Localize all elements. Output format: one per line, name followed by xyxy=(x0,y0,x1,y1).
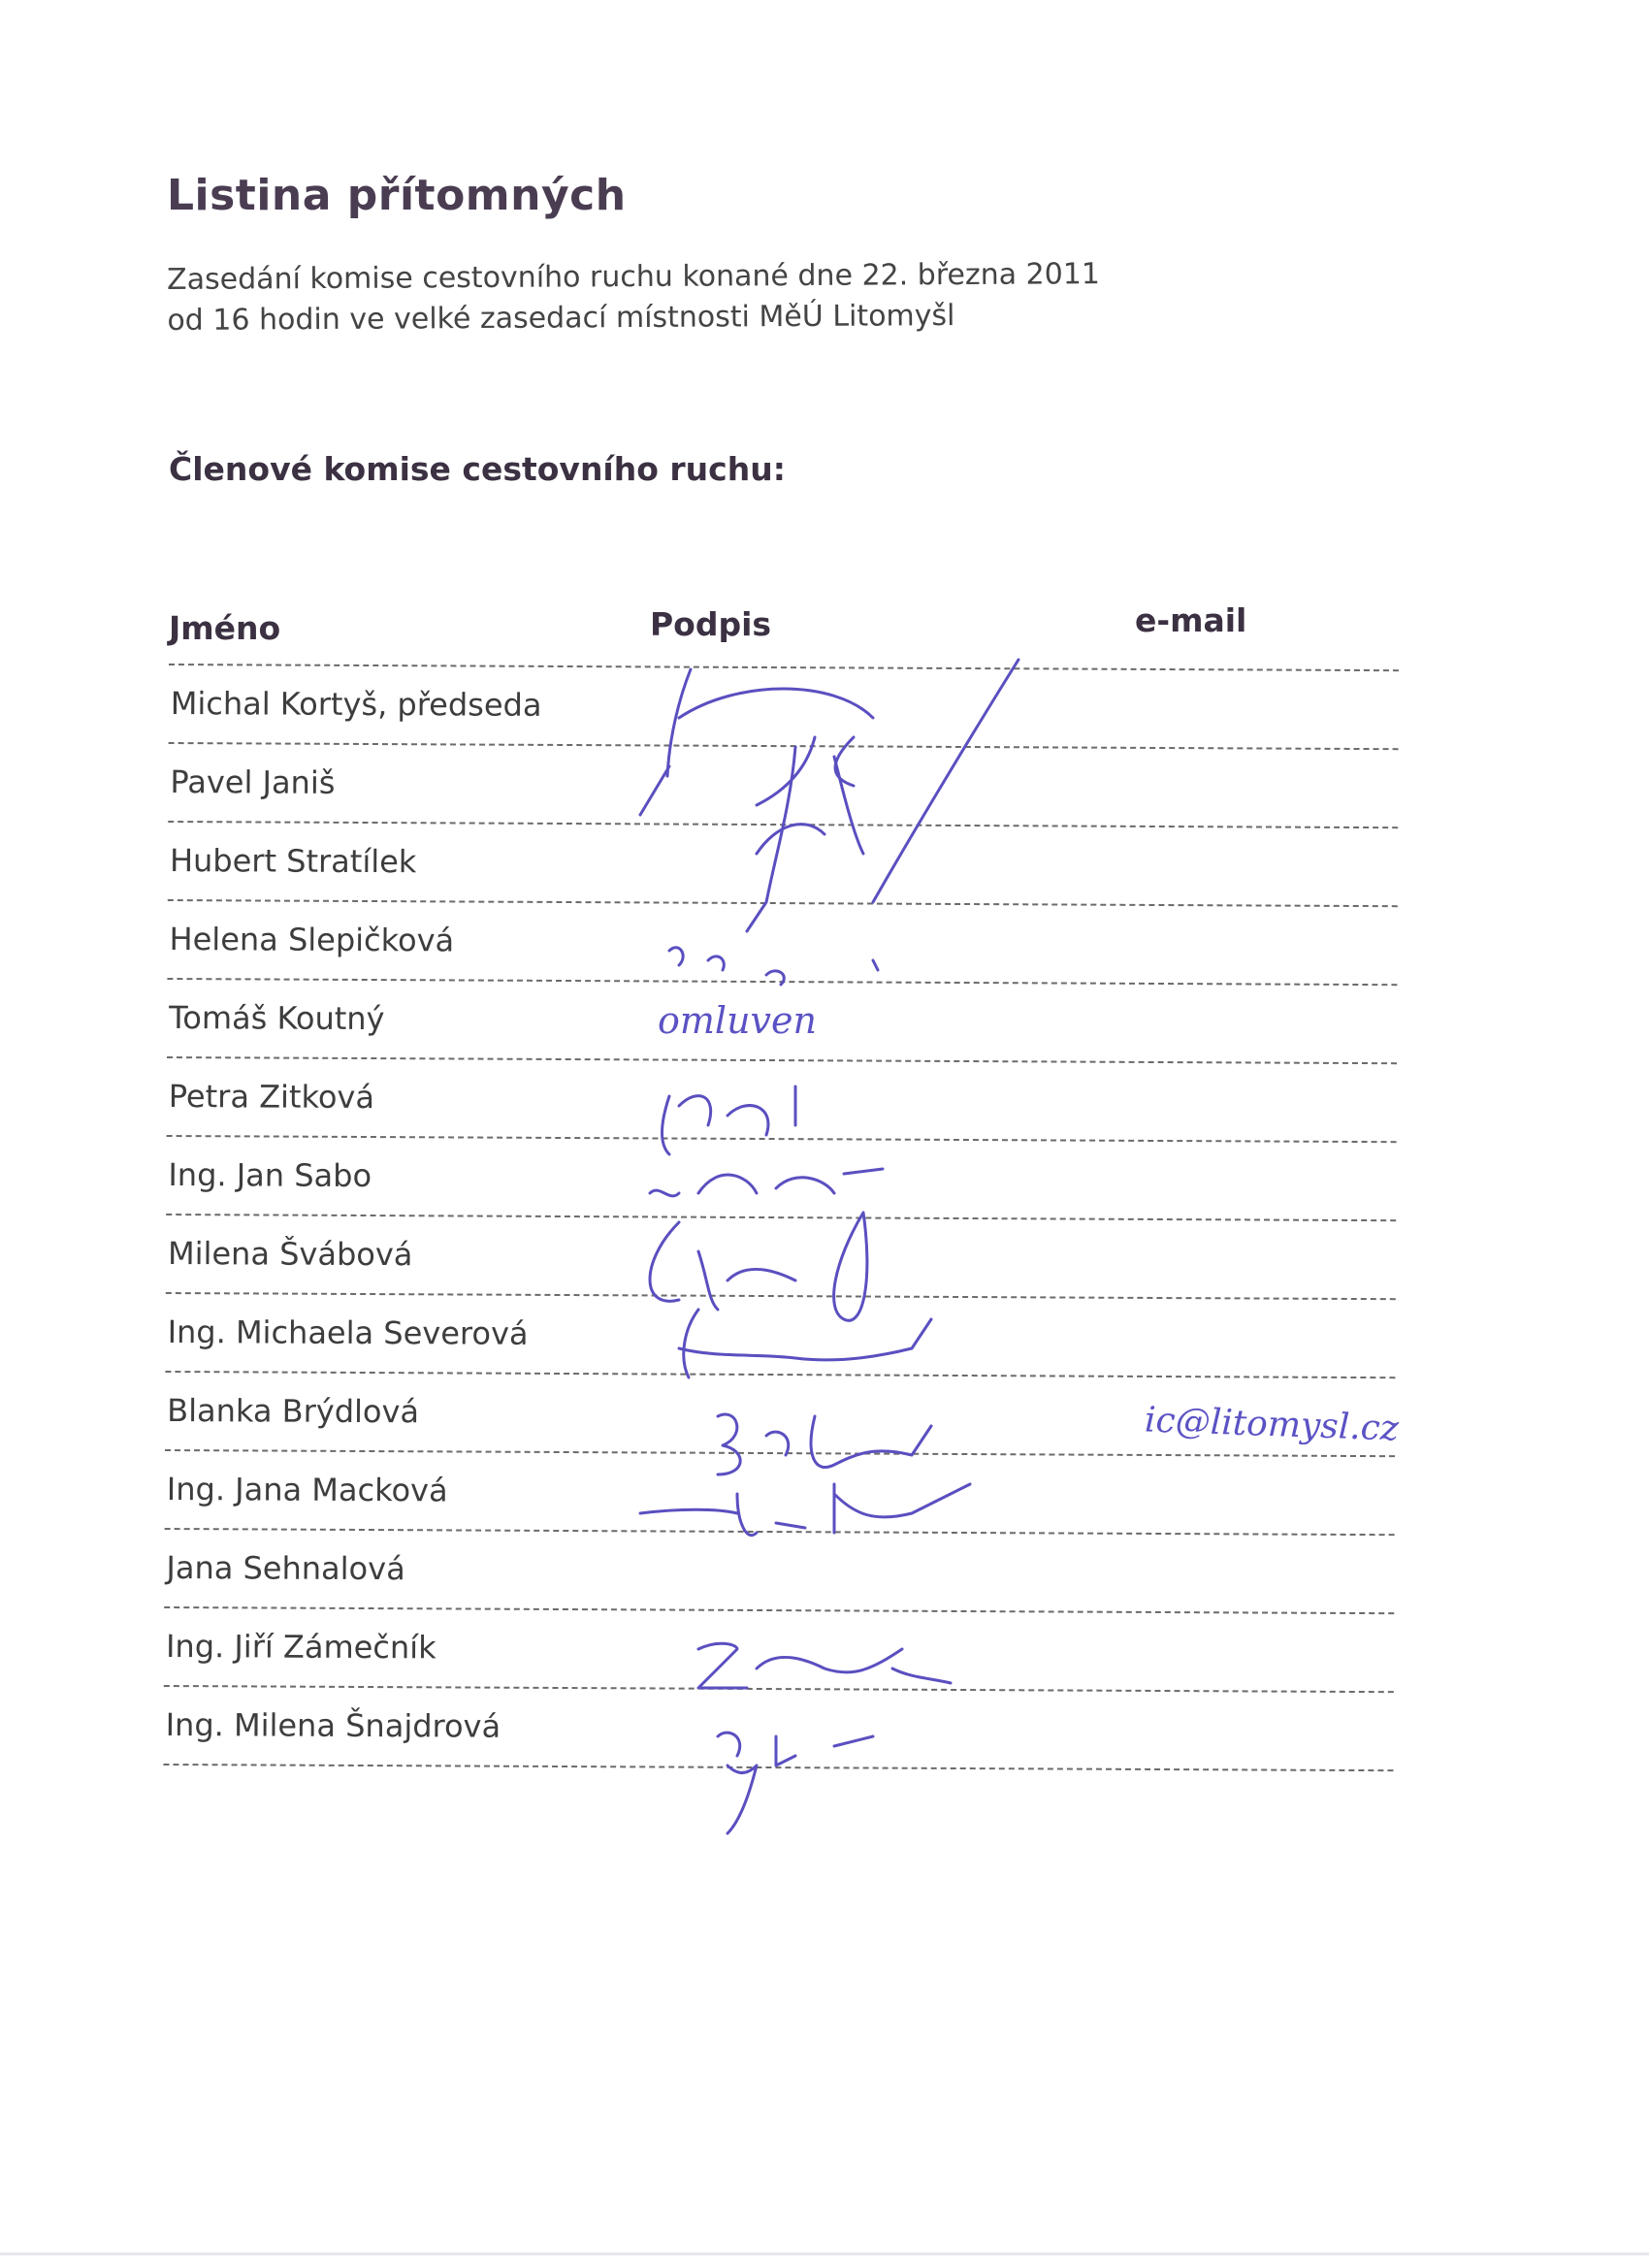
table-row xyxy=(167,1058,1397,1143)
table-row xyxy=(167,901,1397,986)
table-row xyxy=(164,1530,1394,1614)
table-row xyxy=(169,665,1399,750)
member-name: Tomáš Koutný xyxy=(169,999,385,1038)
table-row xyxy=(164,1608,1394,1693)
meeting-description-line-2: od 16 hodin ve velké zasedací místnosti MěÚ Litomyšl xyxy=(167,299,955,338)
member-name: Ing. Milena Šnajdrová xyxy=(165,1705,501,1745)
member-name: Michal Kortyš, předseda xyxy=(170,685,542,724)
document-title: Listina přítomných xyxy=(167,171,627,220)
email-entry: ic@litomysl.cz xyxy=(1144,1400,1400,1449)
member-name: Blanka Brýdlová xyxy=(167,1392,420,1431)
member-name: Ing. Jiří Zámečník xyxy=(165,1627,436,1667)
table-row xyxy=(168,744,1398,828)
member-name: Helena Slepičková xyxy=(169,921,455,959)
member-name: Milena Švábová xyxy=(167,1235,413,1274)
table-row xyxy=(165,1294,1395,1378)
attendance-table xyxy=(163,664,1399,1771)
column-header-name: Jméno xyxy=(169,609,281,647)
column-header-signature: Podpis xyxy=(650,605,772,643)
meeting-description xyxy=(167,254,1100,341)
meeting-description-line-1: Zasedání komise cestovního ruchu konané dne 22. března 2011 xyxy=(167,257,1101,297)
member-name: Pavel Janiš xyxy=(170,763,336,801)
member-name: Petra Zitková xyxy=(168,1078,375,1117)
member-name: Ing. Jan Sabo xyxy=(168,1156,372,1195)
member-name: Ing. Jana Macková xyxy=(166,1470,448,1509)
column-header-email: e-mail xyxy=(1135,601,1247,639)
member-name: Hubert Stratílek xyxy=(169,842,417,881)
table-row xyxy=(165,1451,1395,1536)
scan-edge xyxy=(0,2252,1649,2255)
member-name: Ing. Michaela Severová xyxy=(167,1313,529,1352)
table-row xyxy=(166,1137,1396,1221)
table-row xyxy=(168,823,1398,907)
excuse-note: omluven xyxy=(658,999,817,1042)
section-heading: Členové komise cestovního ruchu: xyxy=(169,450,786,488)
table-row xyxy=(163,1687,1393,1771)
table-row xyxy=(166,1215,1396,1300)
member-name: Jana Sehnalová xyxy=(166,1548,405,1588)
